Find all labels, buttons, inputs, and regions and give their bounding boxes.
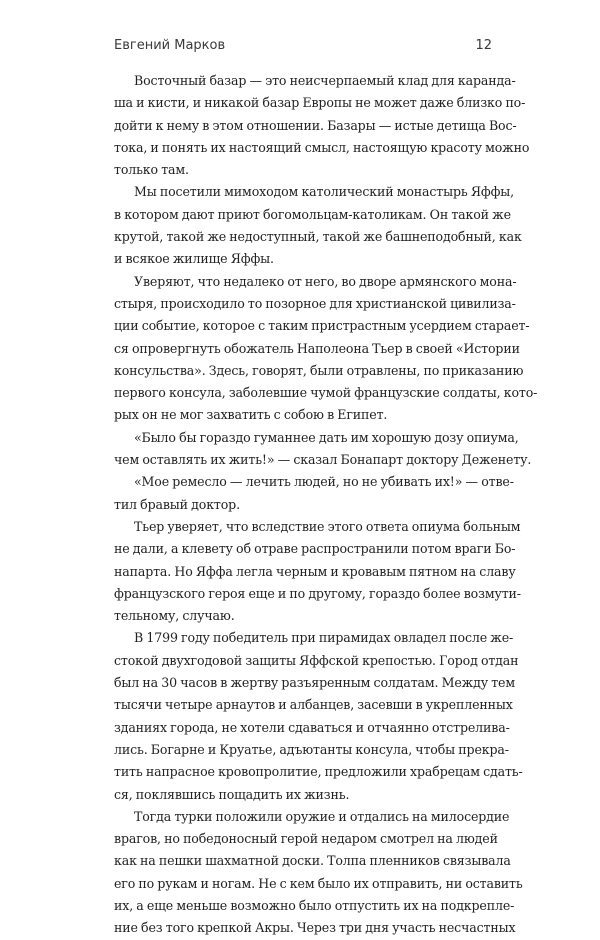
text-line: чем оставлять их жить!» — сказал Бонапарт доктору Деженету. <box>114 452 532 468</box>
text-line: тельному, случаю. <box>114 608 235 624</box>
author-name: Евгений Марков <box>114 38 226 53</box>
text-line: врагов, но победоносный герой недаром смотрел на людей <box>114 831 498 847</box>
text-line: напарта. Но Яффа легла черным и кровавым пятном на славу <box>114 563 516 579</box>
text-line: стыря, происходило то позорное для христианской цивилиза- <box>114 295 516 311</box>
text-line: «Было бы гораздо гуманнее дать им хорошую дозу опиума, <box>134 429 519 445</box>
text-line: Уверяют, что недалеко от него, во дворе армянского мона- <box>134 273 517 289</box>
text-line: Тогда турки положили оружие и отдались на милосердие <box>134 808 510 824</box>
text-line: ся, поклявшись пощадить их жизнь. <box>114 786 350 802</box>
page-number: 12 <box>475 38 492 53</box>
text-line: первого консула, заболевшие чумой французские солдаты, кото- <box>114 385 538 401</box>
text-line: только там. <box>114 162 189 178</box>
running-head <box>114 38 492 58</box>
text-line: тока, и понять их настоящий смысл, настоящую красоту можно <box>114 139 530 155</box>
text-line: их, а еще меньше возможно было отпустить их на подкрепле- <box>114 897 515 913</box>
text-line: тысячи четыре арнаутов и албанцев, засевши в укрепленных <box>114 697 513 713</box>
text-line: зданиях города, не хотели сдаваться и отчаянно отстрелива- <box>114 719 510 735</box>
text-line: был на 30 часов в жертву разъяренным солдатам. Между тем <box>114 675 515 691</box>
text-line: консульства». Здесь, говорят, были отравлены, по приказанию <box>114 362 524 378</box>
text-line: рых он не мог захватить с собою в Египет. <box>114 407 388 423</box>
text-line: как на пешки шахматной доски. Толпа пленников связывала <box>114 853 511 869</box>
text-line: Мы посетили мимоходом католический монастырь Яффы, <box>134 184 515 200</box>
text-line: В 1799 году победитель при пирамидах овладел после же- <box>134 630 514 646</box>
text-line: крутой, такой же недоступный, такой же башнеподобный, как <box>114 229 522 245</box>
text-line: ша и кисти, и никакой базар Европы не может даже близко по- <box>114 95 526 111</box>
text-line: ся опровергнуть обожатель Наполеона Тьер в своей «Истории <box>114 340 520 356</box>
text-line: тить напрасное кровопролитие, предложили храбрецам сдать- <box>114 764 523 780</box>
text-line: лись. Богарне и Круатье, адъютанты консула, чтобы прекра- <box>114 741 509 757</box>
text-line: не дали, а клевету об отраве распространили потом враги Бо- <box>114 541 516 557</box>
text-line: и всякое жилище Яффы. <box>114 251 274 267</box>
text-line: в котором дают приют богомольцам-католикам. Он такой же <box>114 206 511 222</box>
text-line: ние без того крепкой Акры. Через три дня участь несчастных <box>114 920 516 936</box>
text-line: его по рукам и ногам. Не с кем было их отправить, ни оставить <box>114 875 523 891</box>
text-line: стокой двухгодовой защиты Яффской крепостью. Город отдан <box>114 652 519 668</box>
text-line: Восточный базар — это неисчерпаемый клад для каранда- <box>134 73 516 88</box>
text-line: Тьер уверяет, что вследствие этого ответа опиума больным <box>134 518 521 534</box>
text-line: ции событие, которое с таким пристрастным усердием старает- <box>114 318 530 334</box>
text-line: дойти к нему в этом отношении. Базары — истые детища Вос- <box>114 117 517 133</box>
text-line: французского героя еще и по другому, гораздо более возмути- <box>114 585 521 601</box>
text-line: тил бравый доктор. <box>114 496 240 512</box>
text-line: «Мое ремесло — лечить людей, но не убивать их!» — отве- <box>134 474 514 490</box>
body-text <box>114 70 538 940</box>
